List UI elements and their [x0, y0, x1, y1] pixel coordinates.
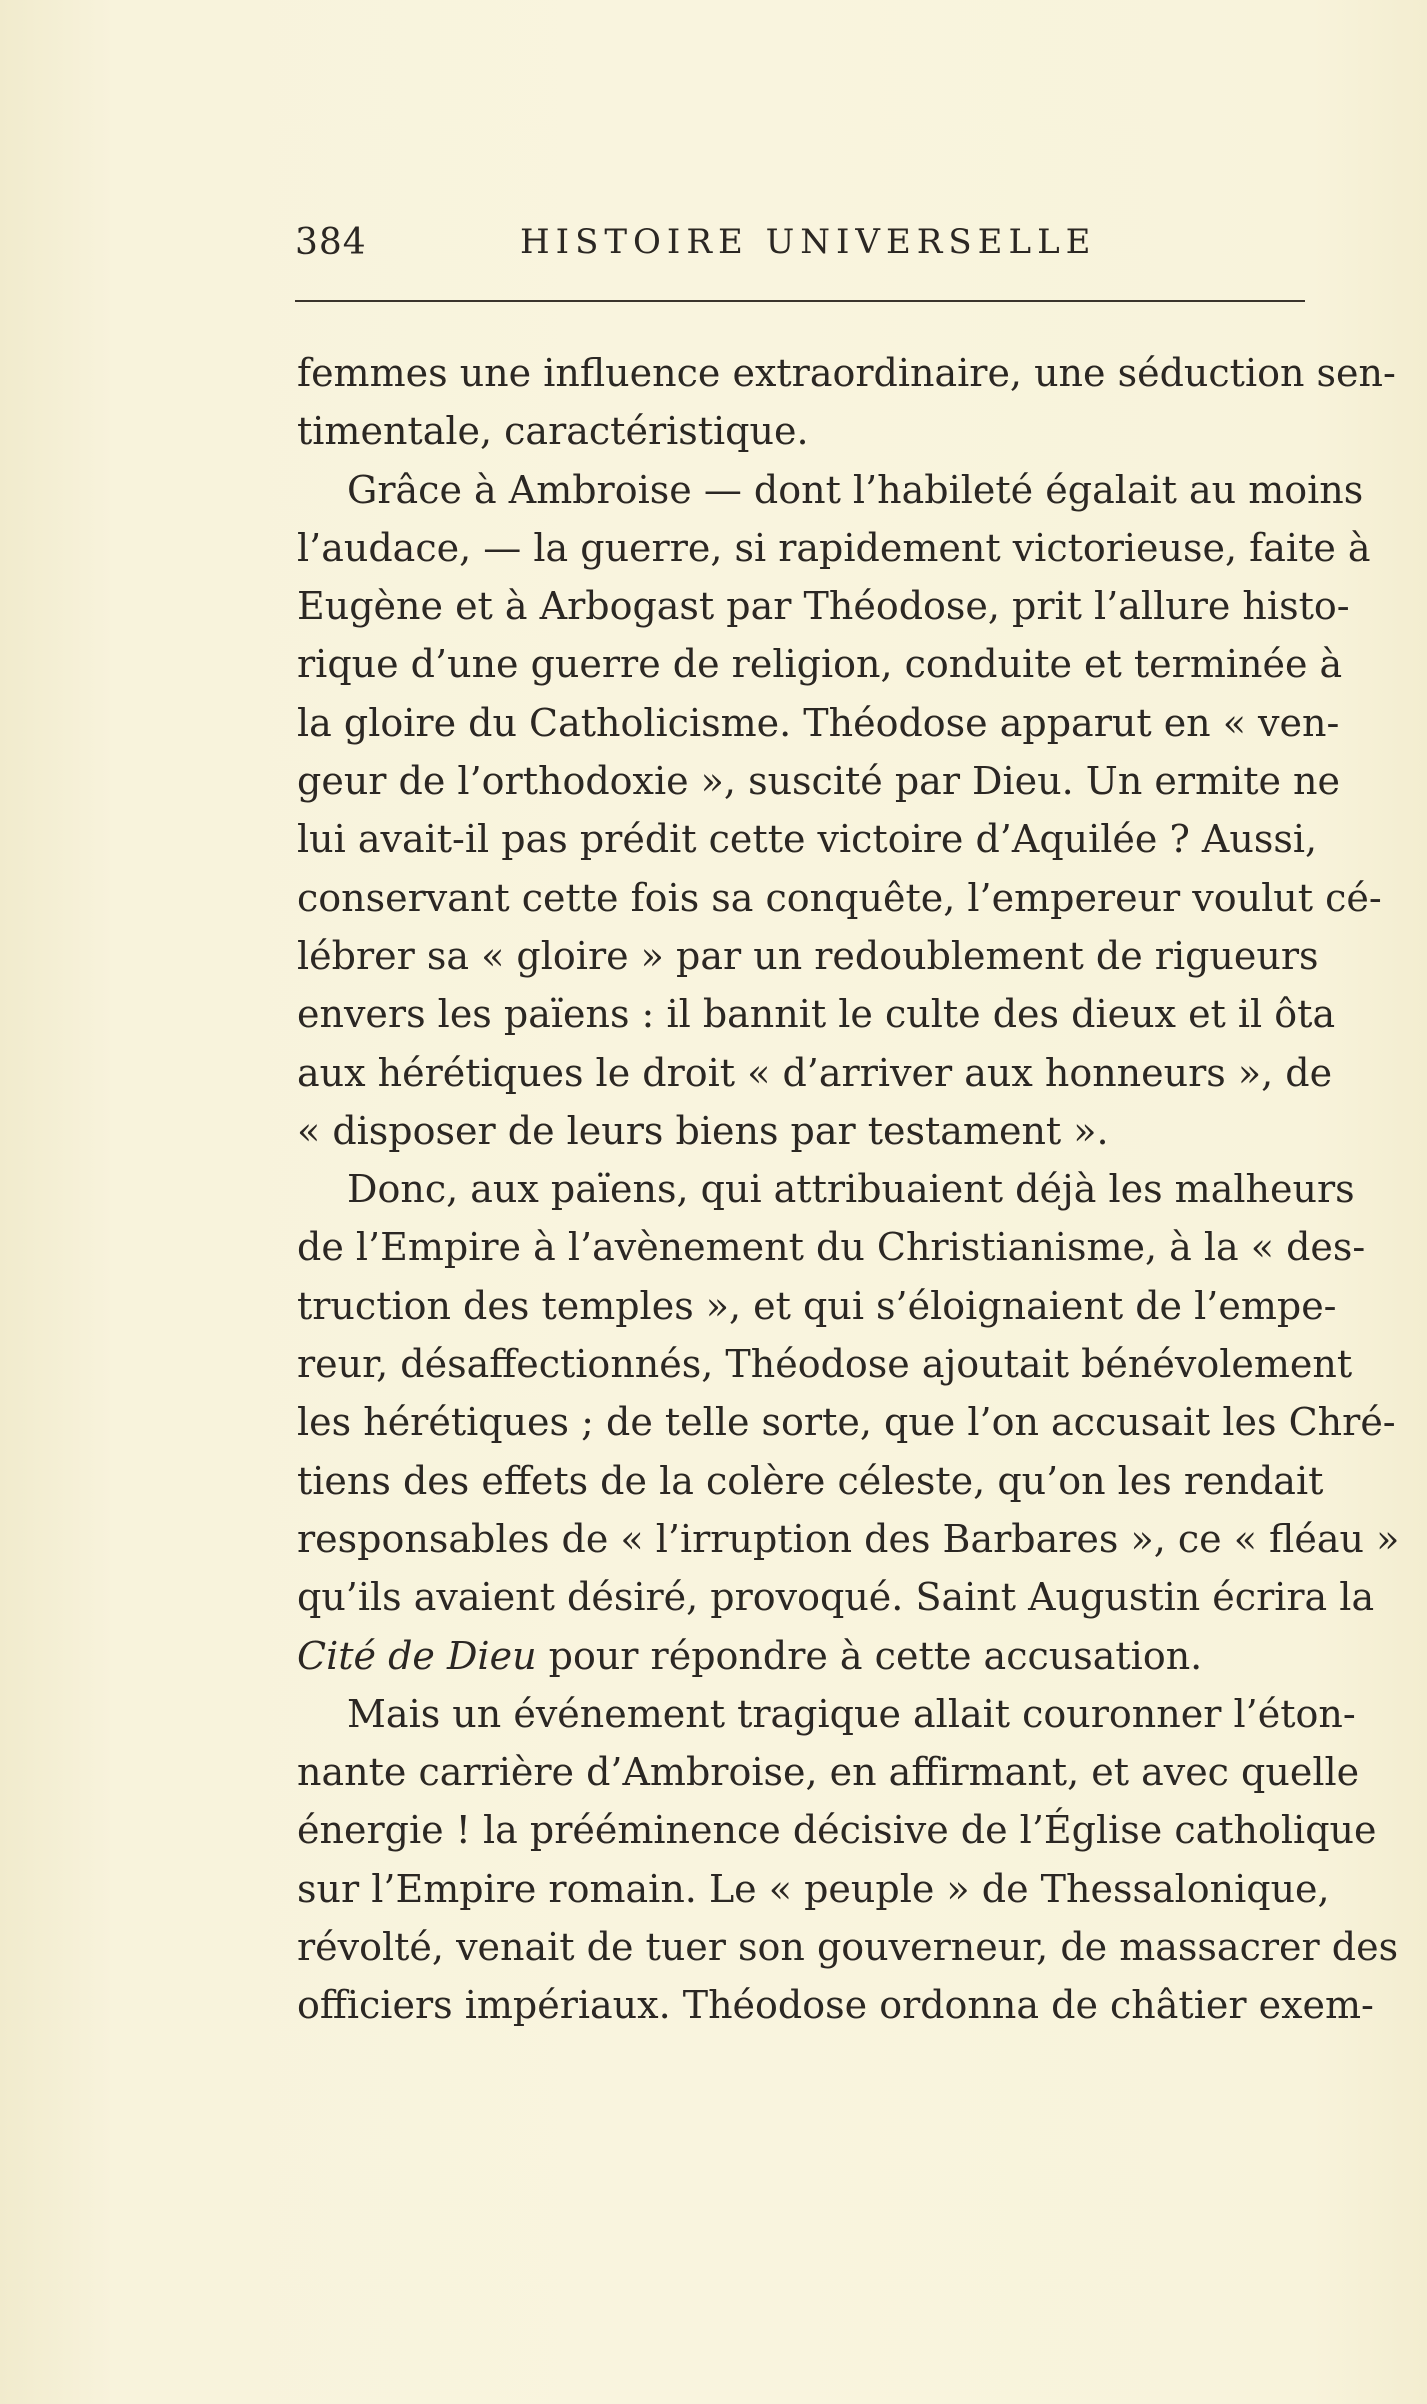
- text-line: geur de l’orthodoxie », suscité par Dieu. Un ermite ne: [297, 759, 1341, 804]
- text-line: femmes une influence extraordinaire, une séduction sen-: [297, 351, 1396, 395]
- text-line-continuation: pour répondre à cette accusation.: [536, 1633, 1203, 1678]
- text-line: qu’ils avaient désiré, provoqué. Saint Augustin écrira la: [297, 1575, 1375, 1620]
- text-line: Mais un événement tragique allait couronner l’éton-: [347, 1691, 1356, 1736]
- running-title: HISTOIRE UNIVERSELLE: [520, 222, 1097, 262]
- text-line: sur l’Empire romain. Le « peuple » de Thessalonique,: [297, 1866, 1330, 1911]
- text-line: Eugène et à Arbogast par Théodose, prit l’allure histo-: [297, 584, 1350, 629]
- text-line: lébrer sa « gloire » par un redoublement de rigueurs: [297, 933, 1319, 978]
- text-line: tiens des effets de la colère céleste, qu’on les rendait: [297, 1458, 1324, 1503]
- text-line: envers les païens : il bannit le culte des dieux et il ôta: [297, 992, 1336, 1037]
- text-line: la gloire du Catholicisme. Théodose apparut en « ven-: [297, 700, 1340, 745]
- text-line: nante carrière d’Ambroise, en affirmant, et avec quelle: [297, 1750, 1360, 1795]
- text-line: « disposer de leurs biens par testament ».: [297, 1108, 1109, 1153]
- text-line: l’audace, — la guerre, si rapidement victorieuse, faite à: [297, 525, 1371, 570]
- text-line: aux hérétiques le droit « d’arriver aux honneurs », de: [297, 1050, 1333, 1095]
- book-title-italic: Cité de Dieu: [297, 1633, 537, 1678]
- text-line: Donc, aux païens, qui attribuaient déjà les malheurs: [347, 1167, 1355, 1212]
- text-line: responsables de « l’irruption des Barbares », ce « fléau »: [297, 1516, 1400, 1561]
- text-line: timentale, caractéristique.: [297, 409, 809, 454]
- text-line: les hérétiques ; de telle sorte, que l’on accusait les Chré-: [297, 1400, 1396, 1445]
- header-rule: [295, 300, 1305, 302]
- text-line: rique d’une guerre de religion, conduite et terminée à: [297, 642, 1343, 687]
- page-number: 384: [295, 222, 367, 263]
- text-line: Grâce à Ambroise — dont l’habileté égalait au moins: [347, 467, 1364, 512]
- text-line: énergie ! la prééminence décisive de l’Église catholique: [297, 1808, 1377, 1853]
- text-line: conservant cette fois sa conquête, l’empereur voulut cé-: [297, 875, 1382, 920]
- text-line: officiers impériaux. Théodose ordonna de châtier exem-: [297, 1983, 1374, 2028]
- text-line: révolté, venait de tuer son gouverneur, de massacrer des: [297, 1925, 1399, 1970]
- text-line: lui avait-il pas prédit cette victoire d’Aquilée ? Aussi,: [297, 817, 1318, 862]
- text-line: [297, 1627, 1309, 1685]
- text-line: truction des temples », et qui s’éloignaient de l’empe-: [297, 1283, 1337, 1328]
- text-line: reur, désaffectionnés, Théodose ajoutait bénévolement: [297, 1342, 1353, 1387]
- text-line: de l’Empire à l’avènement du Christianisme, à la « des-: [297, 1225, 1366, 1270]
- body-text: [297, 344, 1400, 2035]
